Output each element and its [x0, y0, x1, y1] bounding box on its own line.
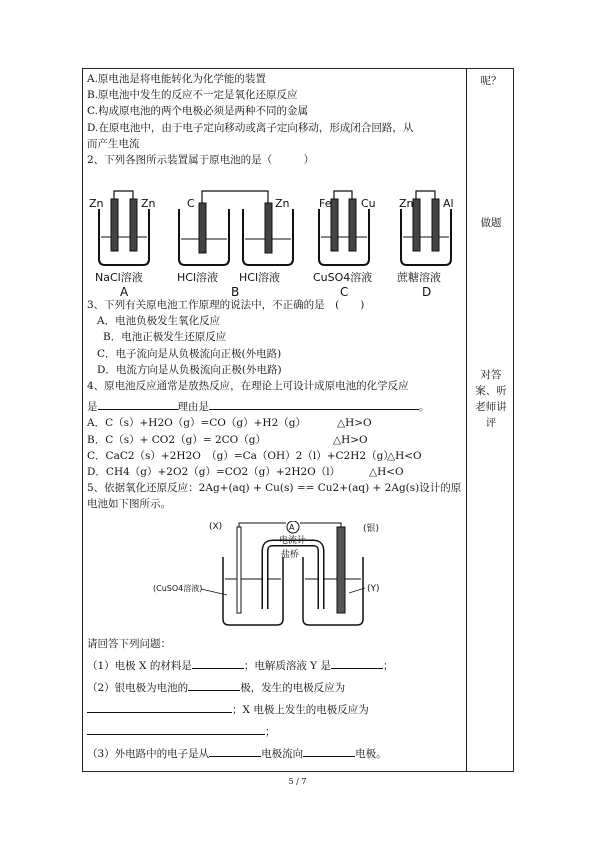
q5-sub3: （3）外电路中的电子是从 电极流向 电极。 — [87, 745, 464, 763]
q4-option-d: D．CH4（g）+2O2（g）=CO2（g）+2H2O（l） △H<O — [87, 466, 404, 479]
fig-c-letter: C — [340, 285, 349, 297]
q3-option-d: D．电流方向是从负极流向正极(外电路) — [97, 363, 282, 376]
x-electrode-label: (X) — [209, 522, 223, 532]
main-column-2 — [87, 297, 464, 513]
fig-c-left-label: Fe — [319, 197, 332, 210]
worksheet-table — [82, 68, 514, 772]
fig-c-solution: CuSO4溶液 — [313, 271, 373, 284]
fig-a-right-label: Zn — [141, 197, 156, 210]
fig-a-left-label: Zn — [89, 197, 104, 210]
electron-from-blank[interactable] — [209, 745, 261, 757]
q1-option-d-cont: 而产生电流 — [87, 137, 140, 150]
main-column — [87, 71, 464, 168]
q4-answer-line: 是 理由是 。 — [87, 398, 464, 415]
cuso4-label: (CuSO4溶液) — [153, 584, 203, 593]
electron-to-blank[interactable] — [303, 745, 355, 757]
q5-figure — [153, 521, 413, 631]
q4-option-a: A．C（s）+H2O（g）=CO（g）+H2（g） △H>O — [87, 417, 372, 430]
salt-bridge-label: 盐桥 — [281, 550, 300, 560]
fig-a-solution: NaCl溶液 — [95, 271, 143, 284]
q4-answer-blank[interactable] — [98, 398, 178, 410]
fig-b-left-label: C — [187, 197, 195, 210]
meter-label: 电流计 — [279, 536, 307, 546]
q1-option-c: C.构成原电池的两个电极必须是两种不同的金属 — [87, 105, 308, 118]
fig-d-letter: D — [422, 285, 432, 297]
q2-stem: 2、下列各图所示装置属于原电池的是（ ） — [87, 154, 315, 167]
side-note-middle: 做题 — [480, 217, 502, 229]
q5-ask: 请回答下列问题： — [87, 638, 171, 650]
electrolyte-y-blank[interactable] — [331, 657, 383, 669]
q5-sub2-cont: ；X 电极上发生的电极反应为 — [87, 701, 464, 719]
q4-option-c: C．CaC2（s）+2H2O （g）=Ca（OH）2（l）+C2H2（g） △H<O — [87, 449, 422, 462]
fig-d-left-label: Zn — [399, 197, 414, 210]
page-number: 5 / 7 — [288, 777, 307, 786]
q1-option-a: A.原电池是将电能转化为化学能的装置 — [87, 73, 266, 85]
q4-option-b: B．C（s）+ CO2（g）= 2CO（g） △H>O — [87, 433, 368, 446]
q3-stem: 3、下列有关原电池工作原理的说法中，不正确的是 ( ) — [87, 299, 365, 311]
q5-sub2: （2）银电极为电池的 极，发生的电极反应为 — [87, 679, 464, 697]
fig-b-right-label: Zn — [275, 197, 290, 210]
q1-option-b: B.原电池中发生的反应不一定是氧化还原反应 — [87, 89, 298, 102]
q5-sub2-end: ； — [87, 723, 464, 741]
y-solution-label: (Y) — [367, 584, 380, 594]
q3-option-c: C．电子流向是从负极流向正极(外电路) — [97, 347, 282, 360]
side-note-bottom: 对答 案、听 老师讲 评 — [475, 369, 507, 429]
q1-option-d: D.在原电池中，由于电子定向移动或离子定向移动，形成闭合回路，从 — [87, 121, 414, 134]
side-note-top: 呢？ — [480, 75, 502, 87]
electrode-x-blank[interactable] — [192, 657, 244, 669]
silver-pole-blank[interactable] — [188, 679, 240, 691]
fig-d-solution: 蔗糖溶液 — [397, 271, 441, 284]
fig-b-solution-left: HCl溶液 — [177, 271, 219, 284]
x-reaction-blank[interactable] — [87, 723, 265, 735]
q3-option-b: B．电池正极发生还原反应 — [103, 331, 227, 344]
silver-electrode-label: (银) — [363, 524, 380, 534]
q3-option-a: A．电池负极发生氧化反应 — [97, 315, 221, 328]
silver-reaction-blank[interactable] — [87, 701, 232, 713]
fig-d-right-label: Al — [443, 197, 454, 210]
meter-symbol: A — [289, 523, 295, 532]
q4-stem: 4、原电池反应通常是放热反应，在理论上可设计成原电池的化学反应 — [87, 380, 409, 393]
fig-c-right-label: Cu — [361, 197, 376, 210]
q5-stem-2: 电池如下图所示。 — [87, 498, 171, 511]
fig-a-letter: A — [120, 285, 129, 297]
main-column-3 — [87, 635, 464, 763]
q5-stem-1: 5、依据氧化还原反应：2Ag+(aq) + Cu(s) == Cu2+(aq) + 2Ag(s)设计的原 — [87, 482, 462, 495]
q4-reason-blank[interactable] — [209, 398, 419, 410]
q2-figure — [87, 187, 463, 297]
q5-sub1: （1）电极 X 的材料是 ；电解质溶液 Y 是 ； — [87, 657, 464, 675]
fig-b-letter: B — [231, 285, 240, 297]
fig-b-solution-right: HCl溶液 — [239, 271, 281, 284]
